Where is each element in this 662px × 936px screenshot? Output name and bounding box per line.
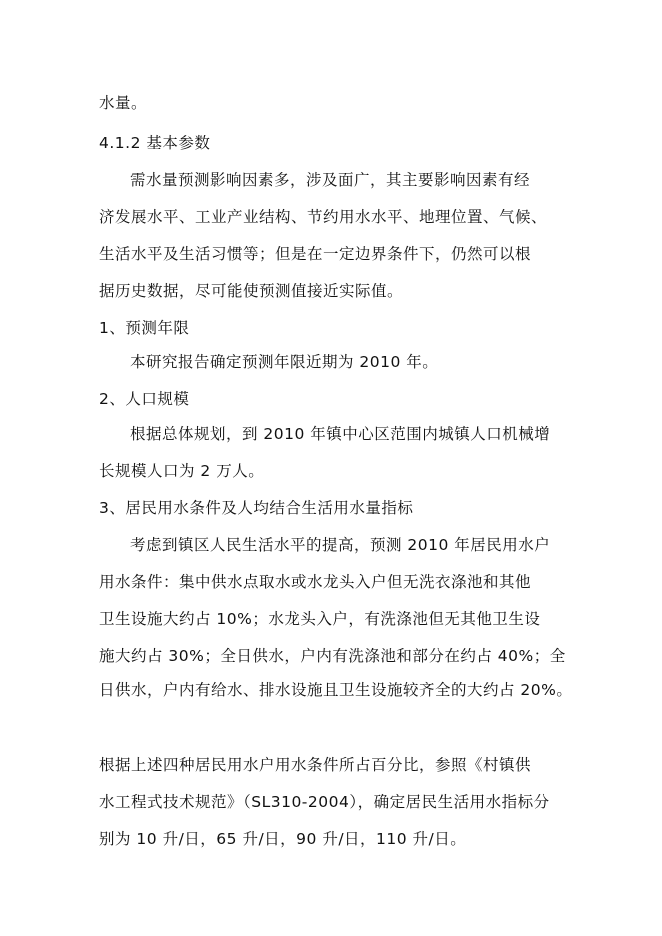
section-heading: 2、人口规模 [99, 390, 190, 408]
text-line: 本研究报告确定预测年限近期为 2010 年。 [130, 353, 439, 371]
section-heading: 3、居民用水条件及人均结合生活用水量指标 [99, 499, 414, 517]
text-line: 施大约占 30%；全日供水，户内有洗涤池和部分在约占 40%；全 [99, 647, 566, 665]
text-line: 需水量预测影响因素多，涉及面广，其主要影响因素有经 [130, 171, 531, 189]
text-line: 长规模人口为 2 万人。 [99, 462, 265, 480]
text-line: 卫生设施大约占 10%；水龙头入户，有洗涤池但无其他卫生设 [99, 610, 541, 628]
text-line: 据历史数据，尽可能使预测值接近实际值。 [99, 282, 404, 300]
text-line: 水量。 [99, 94, 148, 112]
text-line: 考虑到镇区人民生活水平的提高，预测 2010 年居民用水户 [130, 536, 551, 554]
text-line: 水工程式技术规范》（SL310-2004），确定居民生活用水指标分 [99, 793, 550, 811]
text-line: 日供水，户内有给水、排水设施且卫生设施较齐全的大约占 20%。 [99, 681, 573, 699]
text-line: 根据上述四种居民用水户用水条件所占百分比，参照《村镇供 [99, 756, 532, 774]
text-line: 别为 10 升/日，65 升/日，90 升/日，110 升/日。 [99, 830, 467, 848]
text-line: 用水条件：集中供水点取水或水龙头入户但无洗衣涤池和其他 [99, 573, 532, 591]
text-line: 济发展水平、工业产业结构、节约用水水平、地理位置、气候、 [99, 208, 548, 226]
text-line: 根据总体规划，到 2010 年镇中心区范围内城镇人口机械增 [130, 425, 551, 443]
section-heading: 1、预测年限 [99, 319, 190, 337]
section-heading: 4.1.2 基本参数 [99, 134, 211, 152]
text-line: 生活水平及生活习惯等；但是在一定边界条件下，仍然可以根 [99, 245, 532, 263]
